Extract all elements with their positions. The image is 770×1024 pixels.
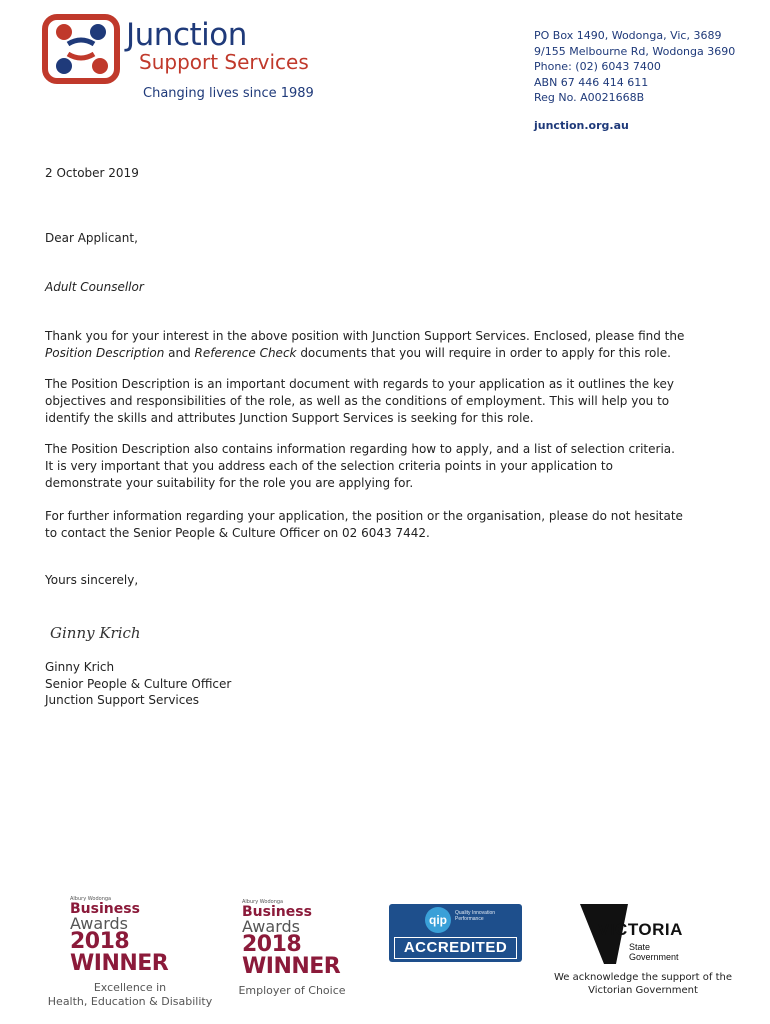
victoria-state-government [629,942,679,962]
website-link[interactable]: junction.org.au [534,119,629,132]
qip-icon: qip [425,907,451,933]
address-line: PO Box 1490, Wodonga, Vic, 3689 [534,29,722,42]
award-year: 2018 [70,929,130,954]
business-award-logo-2 [242,899,340,978]
award1-caption-line: Excellence in [93,981,167,994]
paragraph-intro [45,328,685,362]
paragraph-selection-criteria: The Position Description also contains information regarding how to apply, and a list of selection criteria. It is very important that you address each of the selection criteria points in your application to demonstrate your suitability for the role you are applying for. [45,442,675,490]
text-run: and [164,346,195,360]
junction-logo-icon [42,14,120,84]
paragraph-position-description: The Position Description is an important document with regards to your application as it outlines the key objectives and responsibilities of the role, as well as the conditions of employment. This will help you to identify the skills and attributes Junction Support Services is seeking for this role. [45,377,674,425]
award-winner: WINNER [70,951,169,976]
doc-name-position-description: Position Description [45,346,165,360]
award-awards: Awards [242,917,300,936]
abn-line: ABN 67 446 414 611 [534,75,649,89]
award-awards: Awards [70,914,128,933]
closing: Yours sincerely, [45,573,139,587]
signature-text: Ginny Krich [50,624,141,642]
salutation: Dear Applicant, [45,231,138,245]
phone-line: Phone: (02) 6043 7400 [534,60,661,73]
award-year: 2018 [242,932,302,957]
address-block [534,28,735,106]
victoria-wordmark: VICTORIA [598,920,683,939]
signer-name: Ginny Krich [45,660,115,674]
doc-name-reference-check: Reference Check [194,346,297,360]
signer-org: Junction Support Services [45,693,200,707]
award-region: Albury Wodonga [242,899,284,905]
award-business: Business [242,904,312,920]
award1-caption [40,981,220,1009]
award1-caption-line: Health, Education & Disability [47,995,213,1008]
text-run: Thank you for your interest in the above position with Junction Support Services. Enclosed, please find the [45,329,685,343]
paragraph-contact: For further information regarding your application, the position or the organisation, please do not hesitate to contact the Senior People & Culture Officer on 02 6043 7442. [45,509,683,540]
qip-text: Quality Innovation Performance [455,910,496,922]
award-business: Business [70,901,140,917]
org-name-subtitle: Support Services [139,50,309,74]
org-name: Junction [126,17,247,53]
signature-image [48,620,148,646]
position-title: Adult Counsellor [45,280,144,294]
business-award-logo-1 [70,896,168,975]
victoria-acknowledgement: We acknowledge the support of the Victorian Government [553,972,733,996]
vic-state-line: State [629,942,651,952]
reg-line: Reg No. A0021668B [534,91,645,104]
accredited-label: ACCREDITED [394,937,517,959]
text-run: documents that you will require in order to apply for this role. [296,346,671,360]
award-winner: WINNER [242,954,341,979]
signer-title: Senior People & Culture Officer [45,677,232,691]
award-region: Albury Wodonga [70,896,112,902]
letter-date: 2 October 2019 [45,166,139,180]
address-line: 9/155 Melbourne Rd, Wodonga 3690 [534,44,736,58]
award2-caption: Employer of Choice [238,984,346,997]
qip-accredited-badge [389,904,522,962]
tagline: Changing lives since 1989 [143,86,314,101]
vic-state-line: Government [629,952,679,962]
